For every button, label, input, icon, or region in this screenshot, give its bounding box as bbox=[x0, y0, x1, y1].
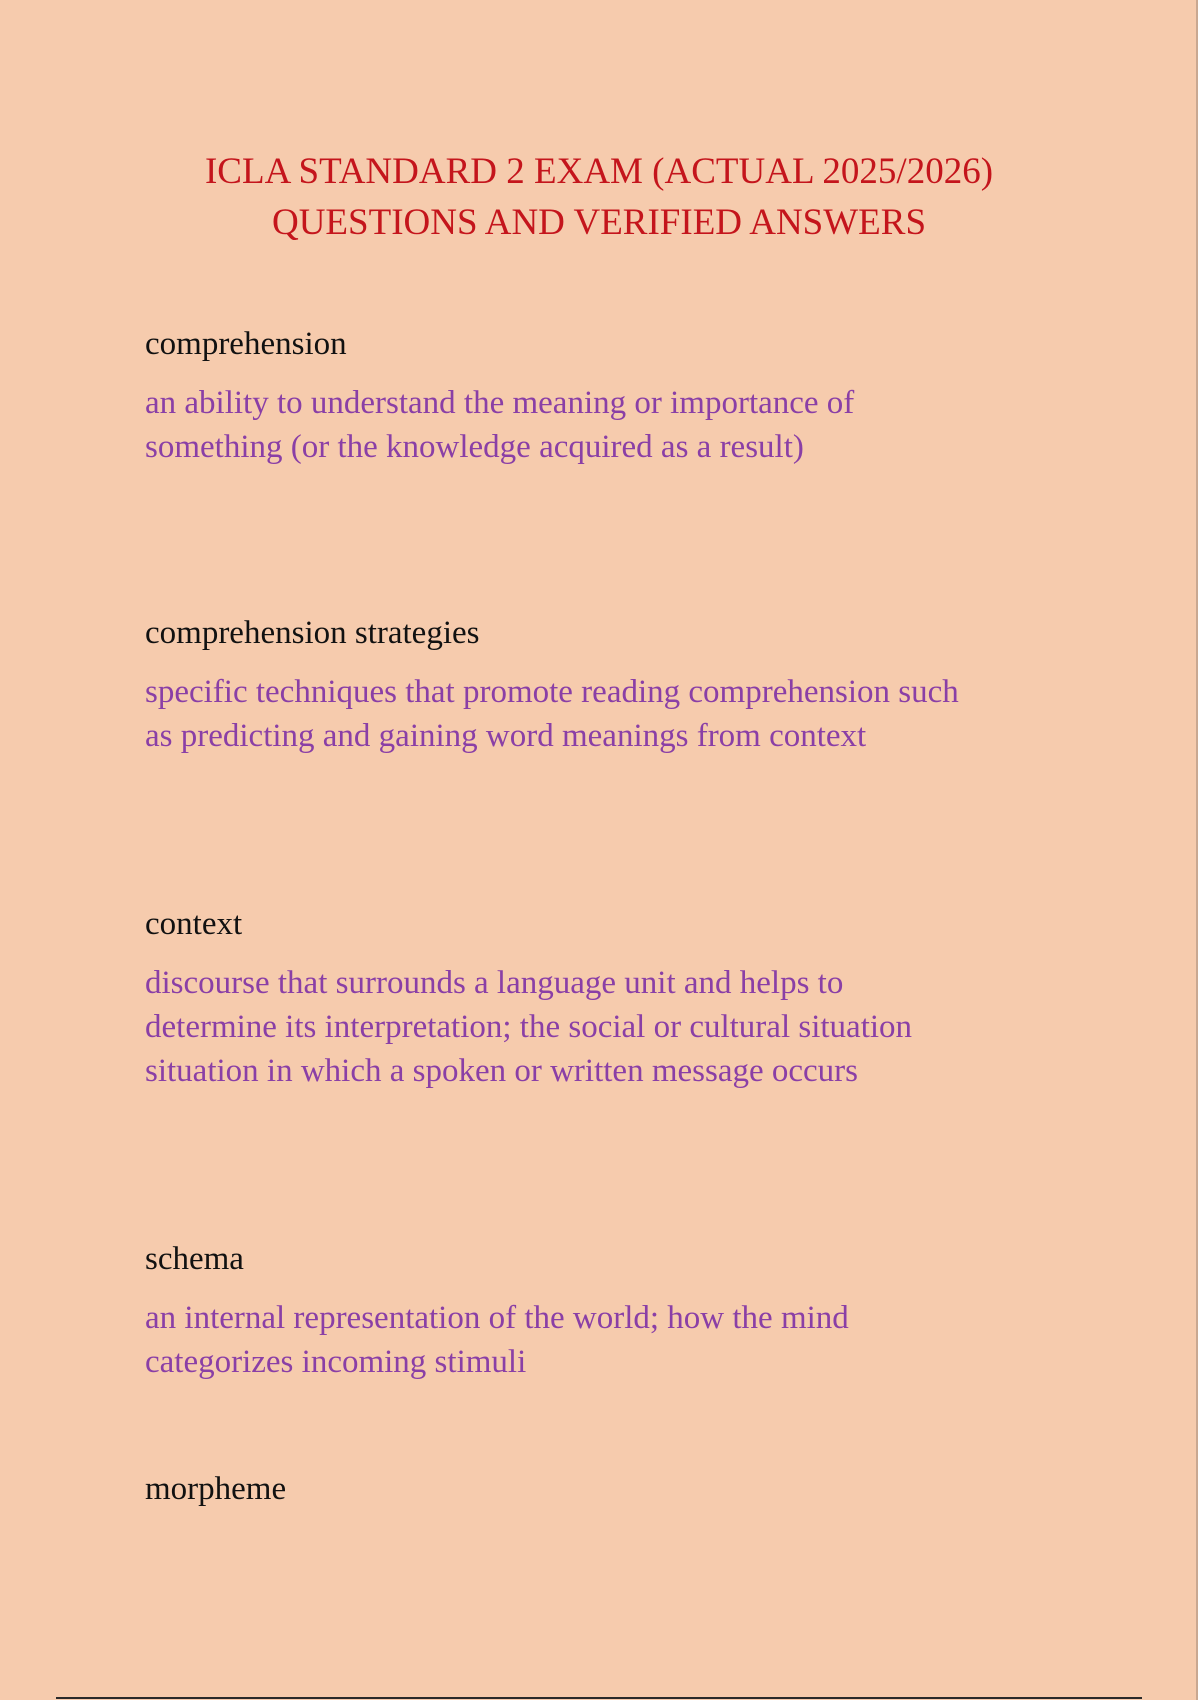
definition-line: situation in which a spoken or written message occurs bbox=[145, 1053, 858, 1089]
entry-definition bbox=[145, 670, 1065, 758]
entry-term: comprehension bbox=[145, 326, 347, 362]
definition-line: determine its interpretation; the social or cultural situation bbox=[145, 1009, 913, 1045]
entry-definition bbox=[145, 961, 1065, 1093]
definition-line: something (or the knowledge acquired as a result) bbox=[145, 429, 804, 465]
definition-line: an internal representation of the world; how the mind bbox=[145, 1300, 849, 1336]
entry-term: comprehension strategies bbox=[145, 615, 480, 651]
entry-term: morpheme bbox=[145, 1471, 287, 1507]
definition-line: categorizes incoming stimuli bbox=[145, 1344, 527, 1380]
glossary-entry bbox=[145, 903, 1065, 1093]
definition-line: as predicting and gaining word meanings from context bbox=[145, 718, 867, 754]
glossary-entry bbox=[145, 323, 1065, 469]
entry-term: context bbox=[145, 906, 243, 942]
document-title bbox=[0, 146, 1198, 248]
definition-line: specific techniques that promote reading comprehension such bbox=[145, 674, 959, 710]
glossary-entry bbox=[145, 612, 1065, 758]
glossary-entry bbox=[145, 1468, 1065, 1510]
entry-term: schema bbox=[145, 1241, 244, 1277]
definition-line: an ability to understand the meaning or importance of bbox=[145, 385, 855, 421]
entry-definition bbox=[145, 381, 1065, 469]
definition-line: discourse that surrounds a language unit and helps to bbox=[145, 965, 844, 1001]
title-line: QUESTIONS AND VERIFIED ANSWERS bbox=[271, 202, 927, 243]
footer-divider bbox=[56, 1697, 1142, 1699]
title-line: ICLA STANDARD 2 EXAM (ACTUAL 2025/2026) bbox=[204, 151, 994, 192]
glossary-entry bbox=[145, 1238, 1065, 1384]
entry-definition bbox=[145, 1296, 1065, 1384]
